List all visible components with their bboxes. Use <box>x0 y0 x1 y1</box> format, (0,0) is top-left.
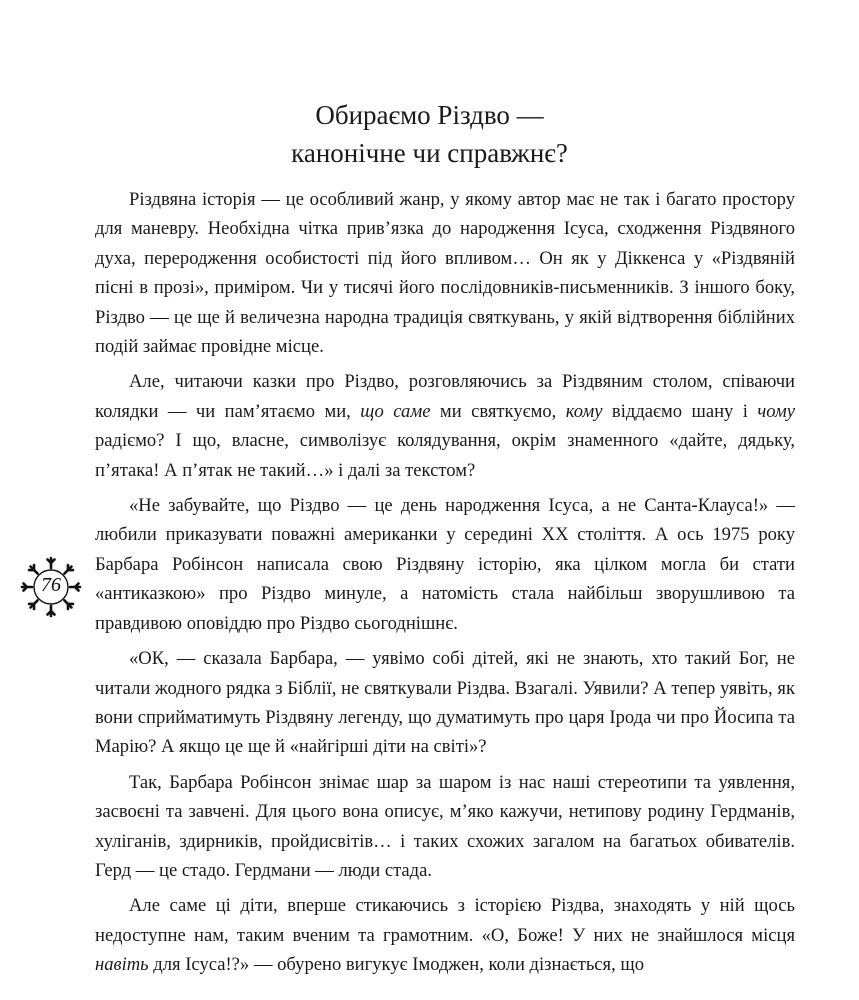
emphasis-text: що саме <box>360 400 431 422</box>
paragraph-text: «Не забувайте, що Різдво — це день народження Ісуса, а не Санта-Клауса!» — любили приказувати поважні американки у середині XX століття. А ось 1975 року Барбара Робінсон написала свою Різдвяну історію, яка цілком могла би стати «антиказкою» про Різдво минуле, а натомість стала найбільш зворушливою та правдивою оповіддю про Різдво сьогоднішнє. <box>95 495 795 634</box>
body-text <box>95 185 795 986</box>
emphasis-text: чому <box>757 400 795 422</box>
body-paragraph <box>95 367 795 485</box>
page-number-ornament <box>20 556 82 618</box>
paragraph-text: «ОК, — сказала Барбара, — уявімо собі дітей, які не знають, хто такий Бог, не читали жодного рядка з Біблії, не святкували Різдва. Взагалі. Уявили? А тепер уявіть, як вони сприйматимуть Різдвяну легенду, що думатимуть про царя Ірода чи про Йосипа та Марію? А якщо це ще й «найгірші діти на світі»? <box>95 648 795 758</box>
paragraph-text: Так, Барбара Робінсон знімає шар за шаром із нас наші стереотипи та уявлення, засвоєні та завчені. Для цього вона описує, м’яко кажучи, нетипову родину Гердманів, хуліганів, здирників, пройдисвітів… і таких схожих загалом на багатьох обивателів. Герд — це стадо. Гердмани — люди стада. <box>95 771 795 881</box>
page-number: 76 <box>41 574 61 596</box>
paragraph-text: Але саме ці діти, вперше стикаючись з історією Різдва, знаходять у ній щось недоступне нам, таким вченим та грамотним. «О, Боже! У них не знайшлося місця <box>95 895 795 946</box>
chapter-title-line-1: Обираємо Різдво — <box>315 100 544 130</box>
emphasis-text: кому <box>565 400 603 422</box>
body-paragraph <box>95 891 795 979</box>
paragraph-text: ми святкуємо, <box>430 400 566 422</box>
chapter-title <box>0 96 859 172</box>
emphasis-text: навіть <box>95 954 149 976</box>
body-paragraph <box>95 644 795 762</box>
paragraph-text: Різдвяна історія — це особливий жанр, у якому автор має не так і багато простору для маневру. Необхідна чітка прив’язка до народження Ісуса, сходження Різдвяного духа, переродження особистості під його впливом… Он як у Діккенса у «Різдвяній пісні в прозі», приміром. Чи у тисячі його послідовників-письменників. З іншого боку, Різдво — це ще й величезна народна традиція святкувань, у якій відтворення біблійних подій займає провідне місце. <box>95 189 795 358</box>
body-paragraph <box>95 491 795 638</box>
paragraph-text: для Ісуса!?» — обурено вигукує Імоджен, коли дізнається, що <box>148 954 645 976</box>
paragraph-text: радіємо? І що, власне, символізує колядування, окрім знаменного «дайте, дядьку, п’ятака! А п’ятак не такий…» і далі за текстом? <box>95 430 795 481</box>
chapter-title-line-2: канонічне чи справжнє? <box>291 138 568 168</box>
body-paragraph <box>95 185 795 361</box>
paragraph-text: віддаємо шану і <box>602 400 758 422</box>
body-paragraph <box>95 768 795 886</box>
paragraph-text: Але, читаючи казки про Різдво, розговляючись за Різдвяним столом, співаючи колядки — чи пам’ятаємо ми, <box>95 371 795 422</box>
